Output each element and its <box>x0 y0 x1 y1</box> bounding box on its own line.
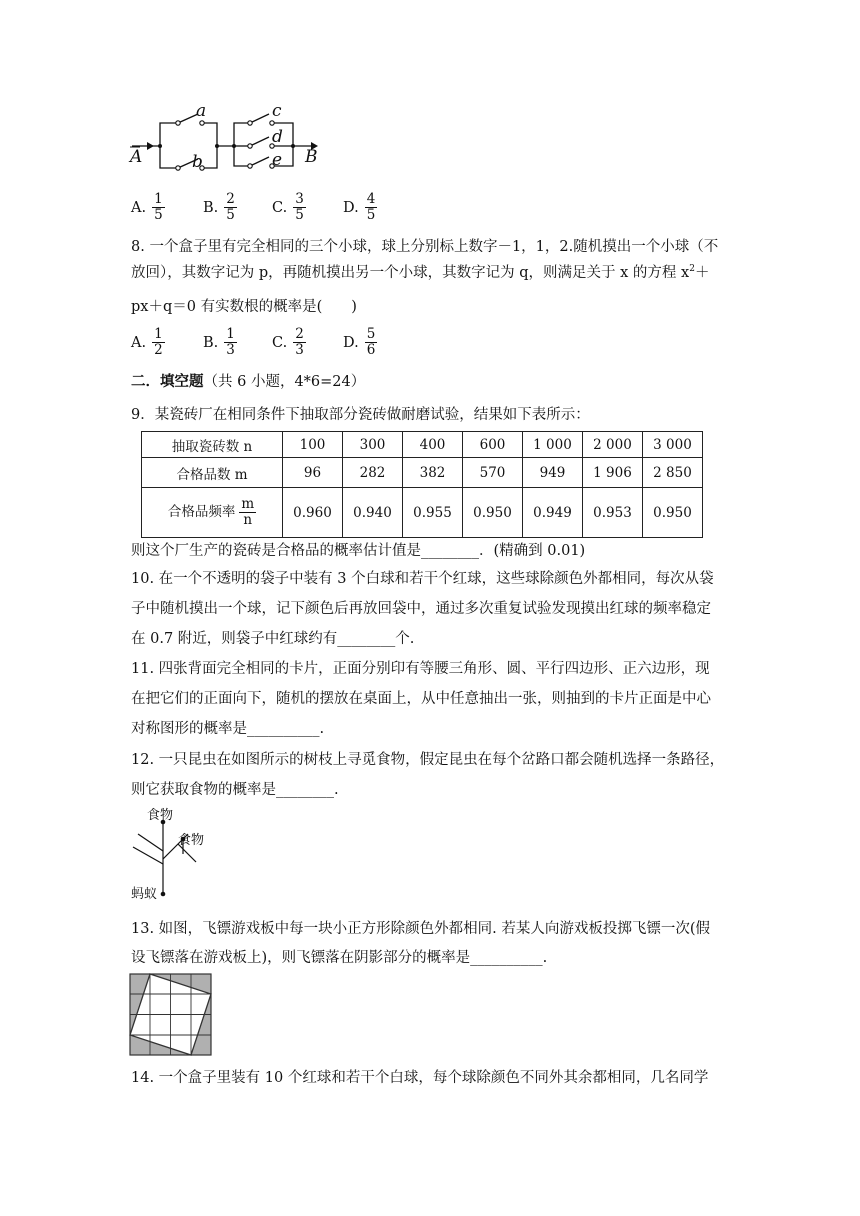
option-label: C. <box>272 334 288 351</box>
table-cell: 3 000 <box>643 432 703 458</box>
option-label: C. <box>272 199 288 216</box>
q10-line-1: 10. 在一个不透明的袋子中装有 3 个白球和若干个红球，这些球除颜色外都相同，每次从袋 <box>131 571 714 587</box>
circuit-diagram <box>126 100 326 172</box>
table-cell: 300 <box>343 432 403 458</box>
table-cell: 100 <box>283 432 343 458</box>
q13-line-1: 13. 如图，飞镖游戏板中每一块小正方形除颜色外都相同. 若某人向游戏板投掷飞镖一次(假 <box>131 921 711 937</box>
switch-label-d: d <box>272 127 283 147</box>
q11-line-3: 对称图形的概率是__________. <box>131 721 325 737</box>
row-header: 合格品频率 $\frac{m}{n}$ <box>142 488 283 538</box>
fraction: $\frac{1}{3}$ <box>226 326 235 358</box>
table-row <box>142 432 703 458</box>
q7-option-b <box>203 192 237 223</box>
option-label: B. <box>203 199 219 216</box>
q8-line-3: px＋q＝0 有实数根的概率是( ) <box>131 299 357 315</box>
table-cell: 1 906 <box>583 458 643 488</box>
row-header: 抽取瓷砖数 n <box>142 432 283 458</box>
table-cell: 1 000 <box>523 432 583 458</box>
switch-label-c: c <box>272 101 282 121</box>
row-header: 合格品数 m <box>142 458 283 488</box>
q9-conclusion: 则这个厂生产的瓷砖是合格品的概率估计值是________．(精确到 0.01) <box>131 543 586 559</box>
q8-line-1: 8. 一个盒子里有完全相同的三个小球，球上分别标上数字－1，1，2.随机摸出一个小球（不 <box>131 239 719 255</box>
table-cell: 96 <box>283 458 343 488</box>
table-cell: 0.950 <box>643 488 703 538</box>
ant-label: 蚂蚁 <box>131 887 158 902</box>
fraction: $\frac{2}{3}$ <box>295 326 304 358</box>
q10-line-2: 子中随机摸出一个球，记下颜色后再放回袋中，通过多次重复试验发现摸出红球的频率稳定 <box>131 601 711 617</box>
table-row <box>142 458 703 488</box>
q8-option-c <box>272 327 306 358</box>
option-label: B. <box>203 334 219 351</box>
table-cell: 600 <box>463 432 523 458</box>
q9-intro: 9．某瓷砖厂在相同条件下抽取部分瓷砖做耐磨试验，结果如下表所示： <box>131 407 590 423</box>
table-cell: 382 <box>403 458 463 488</box>
point-b-label: B <box>305 147 318 167</box>
q8-option-d <box>343 327 377 358</box>
fraction: $\frac{m}{n}$ <box>241 496 255 528</box>
table-cell: 282 <box>343 458 403 488</box>
table-cell: 0.949 <box>523 488 583 538</box>
section-note: （共 6 小题，4*6=24） <box>203 374 366 390</box>
q8-option-b <box>203 327 237 358</box>
option-label: D. <box>343 334 359 351</box>
table-cell: 0.960 <box>283 488 343 538</box>
q12-line-2: 则它获取食物的概率是________. <box>131 782 339 798</box>
fraction: $\frac{4}{5}$ <box>366 191 376 223</box>
fraction: $\frac{1}{2}$ <box>154 326 163 358</box>
q7-option-c <box>272 192 306 223</box>
option-label: A. <box>131 199 147 216</box>
table-cell: 949 <box>523 458 583 488</box>
q8-line-2: 放回），其数字记为 p，再随机摸出另一个小球，其数字记为 q，则满足关于 x 的方程 $x^2+$ <box>131 264 710 281</box>
section-heading <box>131 372 365 392</box>
section-title: 二．填空题 <box>131 373 204 390</box>
switch-label-a: a <box>196 101 207 121</box>
q12-line-1: 12. 一只昆虫在如图所示的树枝上寻觅食物，假定昆虫在每个岔路口都会随机选择一条路径， <box>131 752 725 768</box>
q7-option-d <box>343 192 377 223</box>
q9-table <box>141 431 703 538</box>
table-cell: 400 <box>403 432 463 458</box>
table-cell: 570 <box>463 458 523 488</box>
tree-diagram <box>128 804 218 904</box>
q11-line-1: 11. 四张背面完全相同的卡片，正面分别印有等腰三角形、圆、平行四边形、正六边形，现 <box>131 661 710 677</box>
table-cell: 0.953 <box>583 488 643 538</box>
table-cell: 0.955 <box>403 488 463 538</box>
food-label-top: 食物 <box>147 808 174 823</box>
point-a-label: A <box>130 147 143 167</box>
fraction: $\frac{1}{5}$ <box>154 191 163 223</box>
fraction: $\frac{3}{5}$ <box>295 191 304 223</box>
option-label: D. <box>343 199 359 216</box>
fraction: $\frac{5}{6}$ <box>366 326 376 358</box>
q14-line-1: 14. 一个盒子里装有 10 个红球和若干个白球，每个球除颜色不同外其余都相同，几名同学 <box>131 1070 709 1086</box>
table-row <box>142 488 703 538</box>
table-cell: 0.950 <box>463 488 523 538</box>
option-label: A. <box>131 334 147 351</box>
food-label-branch: 食物 <box>178 833 205 848</box>
q10-line-3: 在 0.7 附近，则袋子中红球约有________个. <box>131 631 415 647</box>
dartboard-diagram <box>129 973 213 1057</box>
q13-line-2: 设飞镖落在游戏板上)，则飞镖落在阴影部分的概率是__________. <box>131 950 548 966</box>
table-cell: 2 000 <box>583 432 643 458</box>
fraction: $\frac{2}{5}$ <box>226 191 235 223</box>
q8-option-a <box>131 327 165 358</box>
q7-option-a <box>131 192 165 223</box>
switch-label-b: b <box>192 152 203 172</box>
table-cell: 2 850 <box>643 458 703 488</box>
switch-label-e: e <box>272 150 283 170</box>
q11-line-2: 在把它们的正面向下，随机的摆放在桌面上，从中任意抽出一张，则抽到的卡片正面是中心 <box>131 691 711 707</box>
table-cell: 0.940 <box>343 488 403 538</box>
